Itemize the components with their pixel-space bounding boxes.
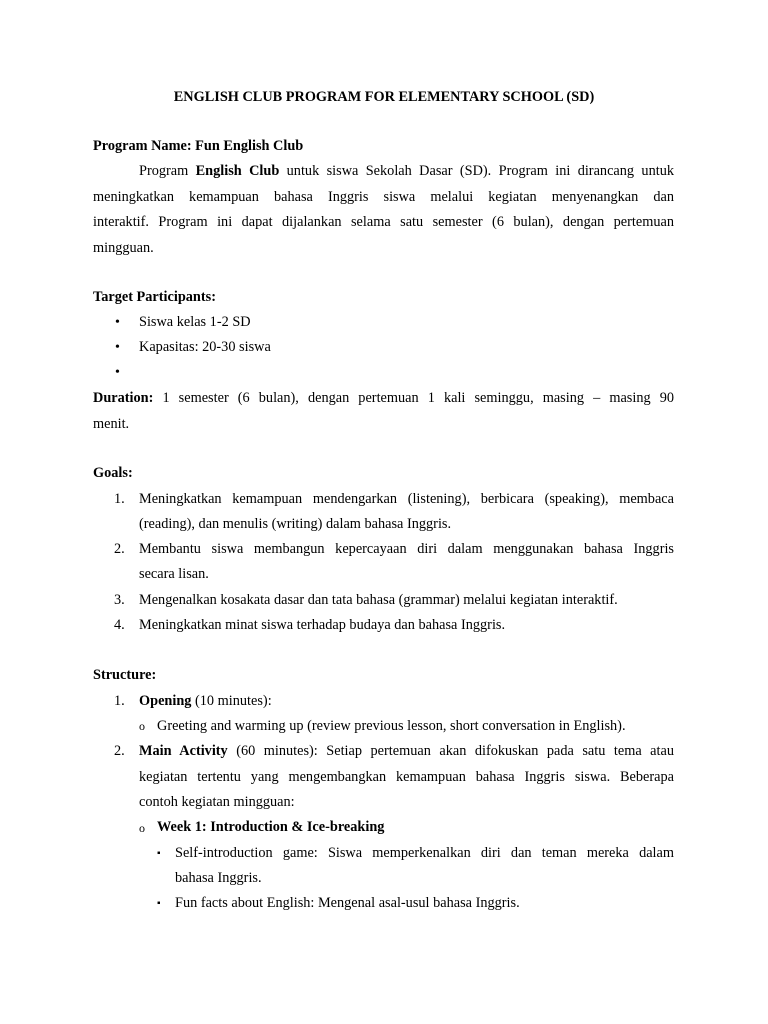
intro-line-2: meningkatkan kemampuan bahasa Inggris siswa melalui kegiatan menyenangkan dan [93,189,674,205]
square-bullet-icon: ▪ [157,848,161,859]
bullet-icon: • [115,365,120,380]
week-1-item-line: Self-introduction game: Siswa memperkenalkan diri dan teman mereka dalam [175,845,674,861]
bullet-icon: • [115,340,120,355]
goal-item-line: Meningkatkan kemampuan mendengarkan (listening), berbicara (speaking), membaca [139,491,674,507]
goal-item-line: Meningkatkan minat siswa terhadap budaya dan bahasa Inggris. [139,617,506,633]
week-1-heading: Week 1: Introduction & Ice-breaking [157,819,385,835]
main-activity-line-1: Main Activity (60 minutes): Setiap pertemuan akan difokuskan pada satu tema atau [139,743,674,759]
target-item: Kapasitas: 20-30 siswa [139,339,271,355]
goal-number: 4. [114,617,125,633]
bullet-icon: • [115,315,120,330]
circle-bullet-icon: o [139,719,145,733]
goal-number: 3. [114,592,125,608]
structure-number: 1. [114,693,125,709]
structure-opening-line: Opening (10 minutes): [139,693,272,709]
intro-line-4: mingguan. [93,240,154,256]
square-bullet-icon: ▪ [157,898,161,909]
opening-sub-item: Greeting and warming up (review previous lesson, short conversation in English). [157,718,626,734]
duration-line-1: Duration: 1 semester (6 bulan), dengan pertemuan 1 kali seminggu, masing – masing 90 [93,390,674,406]
intro-line-1: Program English Club untuk siswa Sekolah Dasar (SD). Program ini dirancang untuk [139,163,674,179]
week-1-item-line: bahasa Inggris. [175,870,262,886]
target-heading: Target Participants: [93,289,216,305]
program-name: Program Name: Fun English Club [93,138,304,154]
circle-bullet-icon: o [139,821,145,835]
structure-heading: Structure: [93,667,157,683]
main-activity-line-3: contoh kegiatan mingguan: [139,794,295,810]
week-1-item-line: Fun facts about English: Mengenal asal-usul bahasa Inggris. [175,895,520,911]
intro-line-3: interaktif. Program ini dapat dijalankan selama satu semester (6 bulan), dengan pertemuan [93,214,674,230]
goal-item-line: Membantu siswa membangun kepercayaan diri dalam menggunakan bahasa Inggris [139,541,674,557]
goal-item-line: (reading), dan menulis (writing) dalam bahasa Inggris. [139,516,452,532]
document-title: ENGLISH CLUB PROGRAM FOR ELEMENTARY SCHOOL (SD) [173,89,595,105]
goal-item-line: Mengenalkan kosakata dasar dan tata bahasa (grammar) melalui kegiatan interaktif. [139,592,618,608]
structure-number: 2. [114,743,125,759]
goal-item-line: secara lisan. [139,566,209,582]
main-activity-line-2: kegiatan tertentu yang mengembangkan kemampuan bahasa Inggris siswa. Beberapa [139,769,674,785]
goal-number: 1. [114,491,125,507]
target-item: Siswa kelas 1-2 SD [139,314,251,330]
duration-line-2: menit. [93,416,130,432]
goal-number: 2. [114,541,125,557]
goals-heading: Goals: [93,465,133,481]
